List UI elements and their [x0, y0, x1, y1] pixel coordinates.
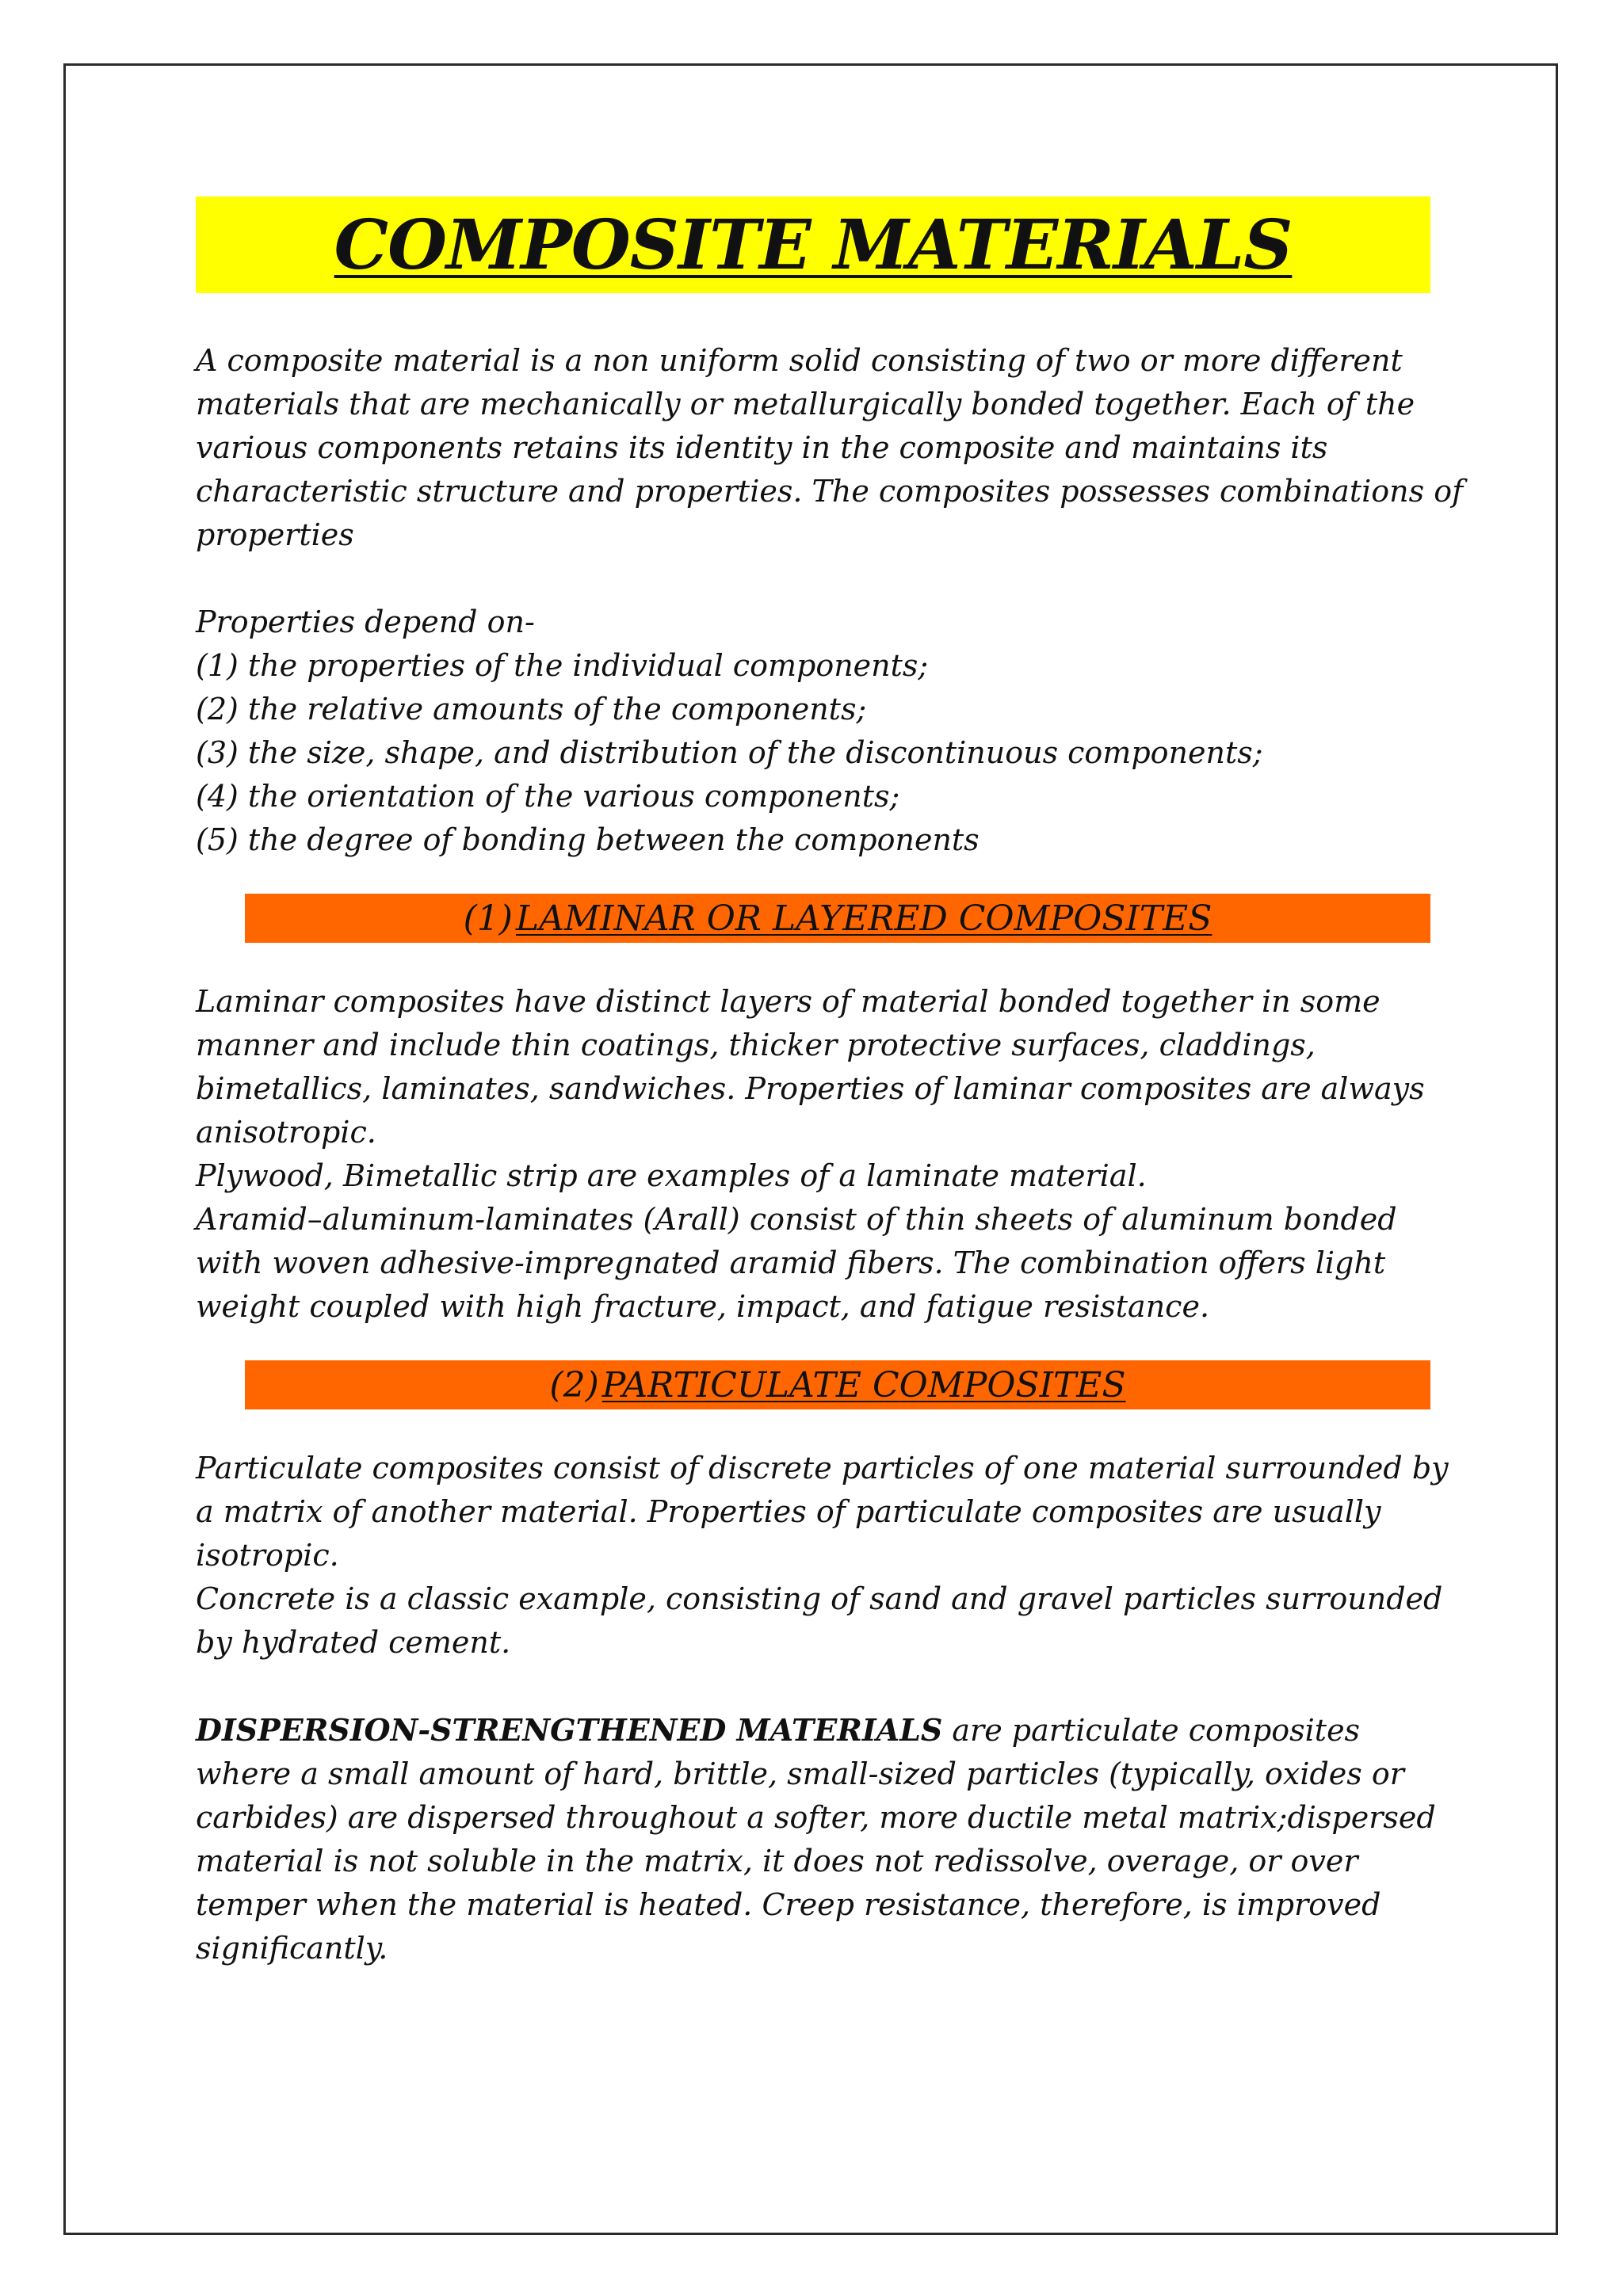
laminar-line: Laminar composites have distinct layers of material bonded together in some	[196, 984, 1381, 1019]
dispersion-term: DISPERSION-STRENGTHENED MATERIALS	[196, 1712, 943, 1748]
intro-line: A composite material is a non uniform solid consisting of two or more different	[196, 343, 1403, 378]
title-banner	[196, 196, 1430, 293]
particulate-paragraph	[196, 1447, 1449, 1665]
properties-item: (3) the size, shape, and distribution of the discontinuous components;	[196, 735, 1263, 770]
laminar-paragraph	[196, 980, 1430, 1329]
laminar-line: Aramid–aluminum-laminates (Arall) consist of thin sheets of aluminum bonded	[196, 1202, 1397, 1237]
laminar-line: anisotropic.	[196, 1115, 376, 1150]
properties-item: (5) the degree of bonding between the components	[196, 822, 980, 857]
particulate-line: isotropic.	[196, 1538, 339, 1573]
page-title: COMPOSITE MATERIALS	[334, 204, 1293, 285]
intro-line: properties	[196, 517, 354, 552]
particulate-line: by hydrated cement.	[196, 1625, 511, 1660]
dispersion-line: temper when the material is heated. Creep resistance, therefore, is improved	[196, 1887, 1381, 1922]
intro-line: materials that are mechanically or metallurgically bonded together. Each of the	[196, 387, 1415, 421]
intro-paragraph	[196, 339, 1464, 557]
laminar-line: bimetallics, laminates, sandwiches. Properties of laminar composites are always	[196, 1071, 1425, 1106]
particulate-line: Concrete is a classic example, consisting of sand and gravel particles surrounded	[196, 1581, 1443, 1616]
dispersion-line: significantly.	[196, 1931, 388, 1966]
laminar-line: weight coupled with high fracture, impact, and fatigue resistance.	[196, 1289, 1210, 1324]
properties-item: (1) the properties of the individual components;	[196, 648, 929, 683]
intro-line: various components retains its identity in the composite and maintains its	[196, 430, 1328, 465]
section-heading-particulate	[245, 1360, 1430, 1409]
dispersion-line: where a small amount of hard, brittle, small-sized particles (typically, oxides or	[196, 1756, 1404, 1791]
properties-item: (4) the orientation of the various components;	[196, 779, 900, 814]
laminar-line: with woven adhesive-impregnated aramid fibers. The combination offers light	[196, 1245, 1386, 1280]
intro-line: characteristic structure and properties. The composites possesses combinations of	[196, 474, 1464, 509]
document-content	[196, 196, 1464, 1970]
section-number: (1)	[463, 898, 513, 939]
properties-item: (2) the relative amounts of the components;	[196, 692, 867, 727]
section-number: (2)	[549, 1364, 599, 1405]
section-label: LAMINAR OR LAYERED COMPOSITES	[515, 898, 1212, 939]
laminar-line: Plywood, Bimetallic strip are examples of a laminate material.	[196, 1158, 1147, 1193]
dispersion-first-line-rest: are particulate composites	[942, 1713, 1361, 1748]
dispersion-line: material is not soluble in the matrix, it does not redissolve, overage, or over	[196, 1844, 1358, 1878]
dispersion-line: carbides) are dispersed throughout a softer, more ductile metal matrix;dispersed	[196, 1800, 1436, 1835]
particulate-line: Particulate composites consist of discrete particles of one material surrounded by	[196, 1451, 1449, 1486]
laminar-line: manner and include thin coatings, thicker protective surfaces, claddings,	[196, 1028, 1316, 1062]
properties-list	[196, 601, 1430, 862]
section-heading-laminar	[245, 894, 1430, 943]
particulate-line: a matrix of another material. Properties of particulate composites are usually	[196, 1494, 1381, 1529]
dispersion-paragraph	[196, 1708, 1436, 1970]
section-label: PARTICULATE COMPOSITES	[601, 1364, 1126, 1405]
dispersion-first-line	[196, 1708, 1430, 1753]
properties-heading: Properties depend on-	[196, 605, 535, 639]
